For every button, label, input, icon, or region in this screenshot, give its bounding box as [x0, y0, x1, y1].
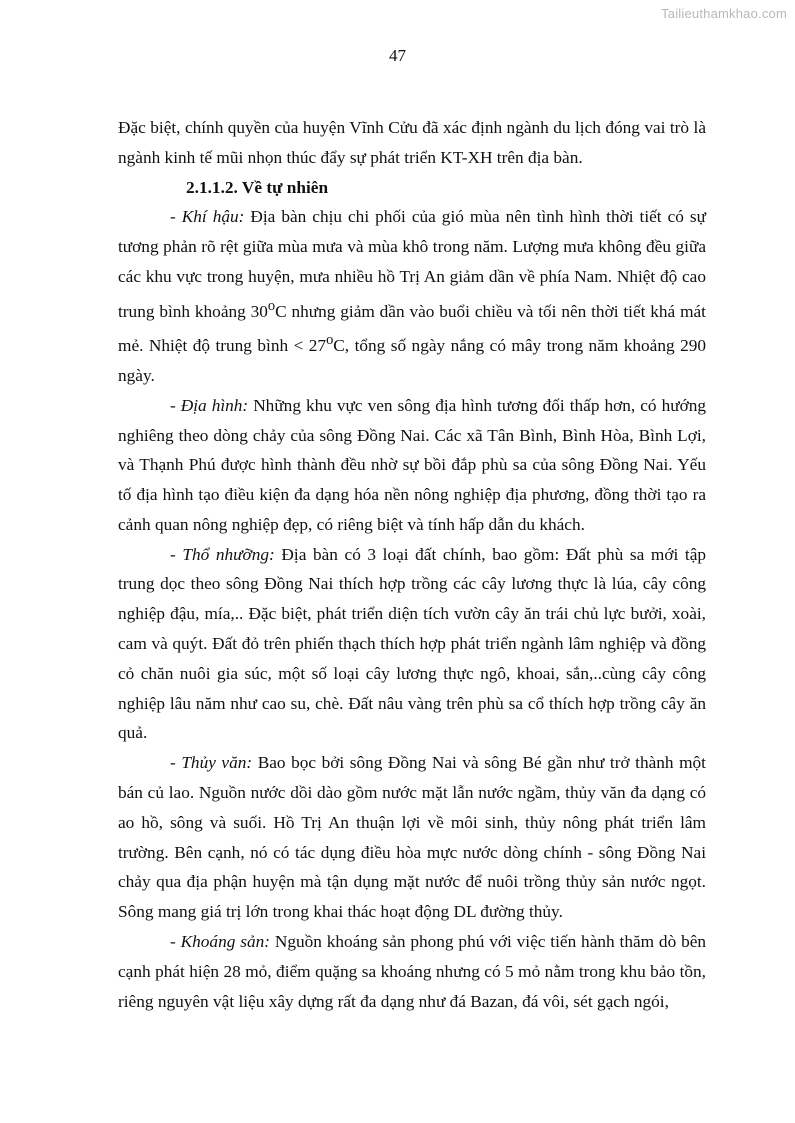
degree-sup-1: o: [267, 297, 276, 314]
document-body: [118, 113, 706, 1016]
term-terrain: Địa hình:: [180, 395, 249, 415]
paragraph-hydrology: - Thủy văn: Bao bọc bởi sông Đồng Nai và sông Bé gần như trở thành một bán củ lao. Nguồn nước dồi dào gồm nước mặt lẫn nước ngầm, thủy văn đa dạng có ao hồ, sông và suối. Hồ Trị An thuận lợi về môi sinh, thủy nông phát triển lâm trường. Bên cạnh, nó có tác dụng điều hòa mực nước dòng chính - sông Đồng Nai chảy qua địa phận huyện mà tận dụng mặt nước để nuôi trồng thủy sản nước ngọt. Sông mang giá trị lớn trong khai thác hoạt động DL đường thủy.: [118, 753, 706, 922]
paragraph-climate: - Khí hậu: Địa bàn chịu chi phối của gió mùa nên tình hình thời tiết có sự tương phản rõ rệt giữa mùa mưa và mùa khô trong năm. Lượng mưa không đều giữa các khu vực trong huyện, mưa nhiều hồ Trị An giảm dần về phía Nam. Nhiệt độ cao trung bình khoảng 30$^o$C nhưng giảm dần vào buổi chiều và tối nên thời tiết khá mát mẻ. Nhiệt độ trung bình < $27^oC$, tổng số ngày nắng có mây trong năm khoảng 290 ngày.: [118, 207, 706, 385]
paragraph-minerals: - Khoáng sản: Nguồn khoáng sản phong phú với việc tiến hành thăm dò bên cạnh phát hiện 28 mỏ, điểm quặng sa khoáng nhưng có 5 mỏ nằm trong khu bảo tồn, riêng nguyên vật liệu xây dựng rất đa dạng như đá Bazan, đá vôi, sét gạch ngói,: [118, 932, 707, 1011]
term-hydrology: Thủy văn:: [181, 753, 253, 773]
term-soil: Thổ nhưỡng:: [182, 544, 275, 564]
paragraph-terrain: - Địa hình: Những khu vực ven sông địa hình tương đối thấp hơn, có hướng nghiêng theo dòng chảy của sông Đồng Nai. Các xã Tân Bình, Bình Hòa, Bình Lợi, và Thạnh Phú được hình thành đều nhờ sự bồi đắp phù sa của sông Đồng Nai. Yếu tố địa hình tạo điều kiện đa dạng hóa nền nông nghiệp địa phương, đồng thời tạo ra cảnh quan nông nghiệp đẹp, có riêng biệt và tính hấp dẫn du khách.: [118, 395, 706, 534]
intro-paragraph: Đặc biệt, chính quyền của huyện Vĩnh Cửu đã xác định ngành du lịch đóng vai trò là ngành kinh tế mũi nhọn thúc đẩy sự phát triển KT-XH trên địa bàn.: [118, 118, 706, 167]
degree-sup-2: o: [326, 332, 334, 349]
section-heading: 2.1.1.2. Về tự nhiên: [186, 177, 329, 197]
term-climate: Khí hậu:: [181, 207, 245, 227]
page-number: 47: [389, 46, 406, 65]
term-minerals: Khoáng sản:: [180, 932, 270, 952]
paragraph-soil: - Thổ nhưỡng: Địa bàn có 3 loại đất chính, bao gồm: Đất phù sa mới tập trung dọc theo sông Đồng Nai thích hợp trồng các cây lương thực là lúa, cây công nghiệp đậu, mía,.. Đặc biệt, phát triển diện tích vườn cây ăn trái chủ lực bưởi, xoài, cam và quýt. Đất đỏ trên phiến thạch thích hợp phát triển ngành lâm nghiệp và đồng cỏ chăn nuôi gia súc, một số loại cây lương thực ngô, khoai, sắn,..cùng cây công nghiệp lâu năm như cao su, chè. Đất nâu vàng trên phù sa cổ thích hợp trồng cây ăn quả.: [118, 544, 707, 743]
watermark: Tailieuthamkhao.com: [661, 6, 787, 21]
